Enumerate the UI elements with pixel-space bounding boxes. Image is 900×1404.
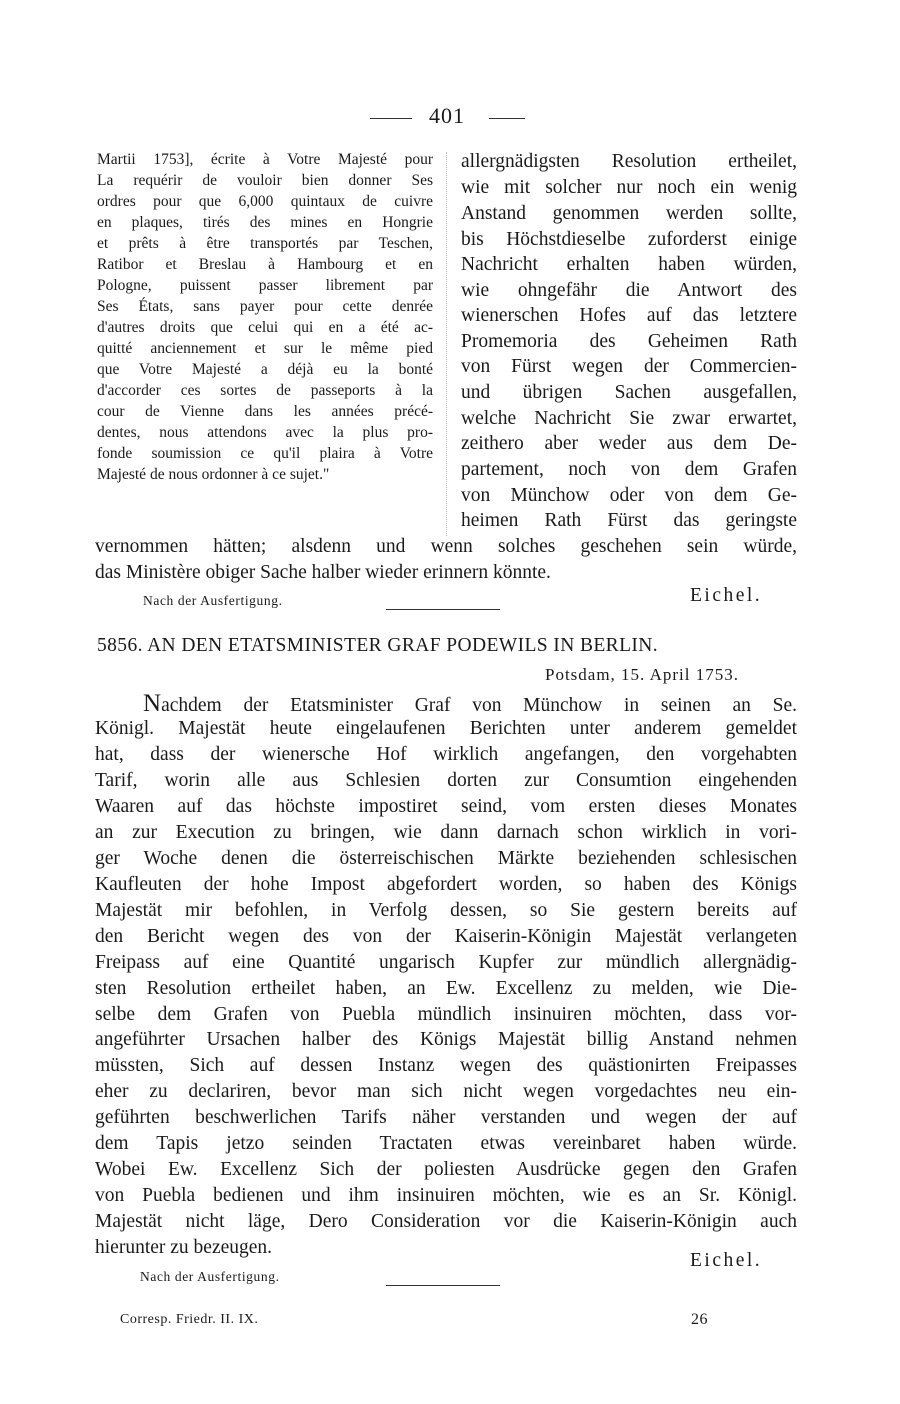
header-rule-right	[489, 118, 525, 119]
letter-body-line: selbe dem Grafen von Puebla mündlich insinuiren möchten, dass vor-	[95, 1004, 797, 1025]
letter-body-line: Königl. Majestät heute eingelaufenen Berichten unter anderem gemeldet	[95, 718, 797, 739]
right-column-line: Promemoria des Geheimen Rath	[461, 331, 797, 352]
letter-body-line: hierunter zu bezeugen.	[95, 1237, 273, 1258]
continuation-line: das Ministère obiger Sache halber wieder erinnern könnte.	[95, 562, 551, 583]
left-column-line: ordres pour que 6,000 quintaux de cuivre	[97, 193, 433, 210]
right-column-line: und übrigen Sachen ausgefallen,	[461, 382, 797, 403]
right-column-line: bis Höchstdieselbe zuforderst einige	[461, 229, 797, 250]
right-column-line: heimen Rath Fürst das geringste	[461, 510, 797, 531]
left-column-line: d'accorder ces sortes de passeports à la	[97, 382, 433, 399]
drop-cap: N	[143, 690, 162, 717]
letter-body-line: an zur Execution zu bringen, wie dann darnach schon wirklich in vori-	[95, 822, 797, 843]
right-column-line: wie ohngefähr die Antwort des	[461, 280, 797, 301]
letter-body-line: hat, dass der wienersche Hof wirklich angefangen, den vorgehabten	[95, 744, 797, 765]
right-column-line: allergnädigsten Resolution ertheilet,	[461, 151, 797, 172]
left-column-line: La requérir de vouloir bien donner Ses	[97, 172, 433, 189]
left-column-line: quitté anciennement et sur le même pied	[97, 340, 433, 357]
first-line-text: achdem der Etatsminister Graf von Münchow in seinen an Se.	[161, 695, 797, 716]
letter-body-line: von Puebla bedienen und ihm insinuiren möchten, wie es an Sr. Königl.	[95, 1185, 797, 1206]
letter-body-line: Freipass auf eine Quantité ungarisch Kupfer zur mündlich allergnädig-	[95, 952, 797, 973]
letter-body-line: den Bericht wegen des von der Kaiserin-Königin Majestät verlangeten	[95, 926, 797, 947]
left-column-line: Ses États, sans payer pour cette denrée	[97, 298, 433, 315]
column-separator	[446, 152, 447, 536]
left-column-line: Pologne, puissent passer librement par	[97, 277, 433, 294]
right-column-line: Anstand genommen werden sollte,	[461, 203, 797, 224]
left-column-line: dentes, nous attendons avec la plus pro-	[97, 424, 433, 441]
letter-signature: Eichel.	[690, 1250, 763, 1271]
left-column-line: que Votre Majesté a déjà eu la bonté	[97, 361, 433, 378]
letter-heading: 5856. AN DEN ETATSMINISTER GRAF PODEWILS IN BERLIN.	[97, 635, 659, 656]
letter-body-line: eher zu declariren, bevor man sich nicht wegen vorgedachtes neu ein-	[95, 1081, 797, 1102]
left-column-line: fonde soumission ce qu'il plaira à Votre	[97, 445, 433, 462]
left-column-line: cour de Vienne dans les années précé-	[97, 403, 433, 420]
page-number: 401	[429, 103, 465, 128]
footer-citation: Corresp. Friedr. II. IX.	[120, 1312, 259, 1327]
letter-body-line: Majestät mir befohlen, in Verfolg dessen, so Sie gestern bereits auf	[95, 900, 797, 921]
letter-divider	[386, 1285, 500, 1286]
letter-body-line: sten Resolution ertheilet haben, an Ew. Excellenz zu melden, wie Die-	[95, 978, 797, 999]
left-column-line: Majesté de nous ordonner à ce sujet."	[97, 466, 330, 483]
letter-body-line: ger Woche denen die österreischischen Märkte beziehenden schlesischen	[95, 848, 797, 869]
letter-body-line: angeführter Ursachen halber des Königs Majestät billig Anstand nehmen	[95, 1029, 797, 1050]
letter-dateline: Potsdam, 15. April 1753.	[545, 665, 740, 684]
right-column-line: von Fürst wegen der Commercien-	[461, 356, 797, 377]
continuation-line: vernommen hätten; alsdenn und wenn solches geschehen sein würde,	[95, 536, 797, 557]
letter-body-line: Waaren auf das höchste impostiret seind, vom ersten dieses Monates	[95, 796, 797, 817]
letter-body-line: müssten, Sich auf dessen Instanz wegen des quästionirten Freipasses	[95, 1055, 797, 1076]
letter-body-line: Kaufleuten der hohe Impost abgefordert worden, so haben des Königs	[95, 874, 797, 895]
left-column-line: en plaques, tirés des mines en Hongrie	[97, 214, 433, 231]
source-note: Nach der Ausfertigung.	[143, 593, 283, 608]
letter-source-note: Nach der Ausfertigung.	[140, 1269, 280, 1284]
right-column-line: zeithero aber weder aus dem De-	[461, 433, 797, 454]
letter-body-line: Tarif, worin alle aus Schlesien dorten zur Consumtion eingehenden	[95, 770, 797, 791]
letter-body-line: Majestät nicht läge, Dero Consideration vor die Kaiserin-Königin auch	[95, 1211, 797, 1232]
right-column-line: wienerschen Hofes auf das letztere	[461, 305, 797, 326]
right-column-line: wie mit solcher nur noch ein wenig	[461, 177, 797, 198]
left-column-line: Martii 1753], écrite à Votre Majesté pour	[97, 151, 433, 168]
left-column-line: d'autres droits que celui qui en a été ac-	[97, 319, 433, 336]
letter-body-line: dem Tapis jetzo seinden Tractaten etwas vereinbaret haben würde.	[95, 1133, 797, 1154]
footer-sheet-number: 26	[691, 1311, 708, 1328]
left-column-line: Ratibor et Breslau à Hambourg et en	[97, 256, 433, 273]
right-column-line: von Münchow oder von dem Ge-	[461, 485, 797, 506]
right-column-line: partement, noch von dem Grafen	[461, 459, 797, 480]
left-column-line: et prêts à être transportés par Teschen,	[97, 235, 433, 252]
right-column-line: Nachricht erhalten haben würden,	[461, 254, 797, 275]
right-column-line: welche Nachricht Sie zwar erwartet,	[461, 408, 797, 429]
header-rule-left	[370, 118, 412, 119]
section-divider	[386, 609, 500, 610]
letter-body-line: Wobei Ew. Excellenz Sich der poliesten Ausdrücke gegen den Grafen	[95, 1159, 797, 1180]
signature: Eichel.	[690, 585, 763, 606]
letter-first-line	[143, 690, 797, 718]
letter-body-line: geführten beschwerlichen Tarifs näher verstanden und wegen der auf	[95, 1107, 797, 1128]
